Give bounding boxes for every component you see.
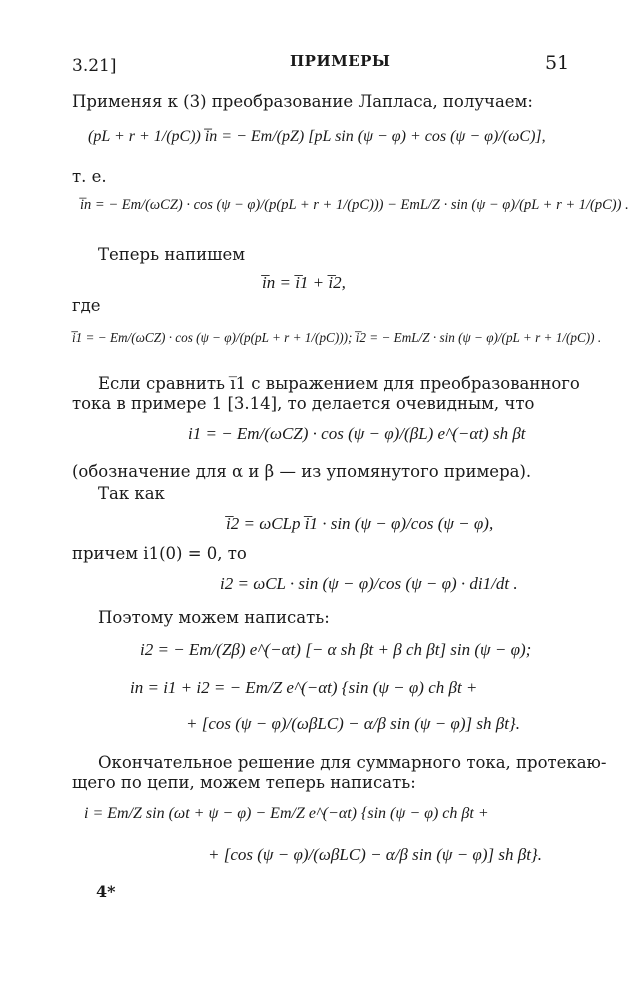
equation-in-line1: in = i1 + i2 = − Em/Z e^(−αt) {sin (ψ − φ) ch βt + bbox=[130, 678, 478, 697]
equation-i1: i1 = − Em/(ωCZ) · cos (ψ − φ)/(βL) e^(−αt) sh βt bbox=[188, 424, 526, 443]
equation-sum: i̅n = i̅1 + i̅2, bbox=[262, 273, 346, 292]
text-line: Так как bbox=[98, 484, 165, 503]
text-line: (обозначение для α и β — из упомянутого примера). bbox=[72, 462, 532, 481]
text-line: тока в примере 1 [3.14], то делается очевидным, что bbox=[72, 394, 535, 413]
equation-i2-final: i2 = − Em/(Zβ) e^(−αt) [− α sh βt + β ch βt] sin (ψ − φ); bbox=[140, 640, 532, 659]
text-line: Поэтому можем написать: bbox=[98, 608, 330, 627]
text-line: щего по цепи, можем теперь написать: bbox=[72, 773, 416, 792]
text-line: Если сравнить i̅1 с выражением для преобразованного bbox=[98, 374, 580, 393]
text-line: причем i1(0) = 0, то bbox=[72, 544, 247, 563]
text-line: Применяя к (3) преобразование Лапласа, получаем: bbox=[72, 92, 533, 111]
text-line: где bbox=[72, 296, 101, 315]
equation-in-line2: + [cos (ψ − φ)/(ωβLC) − α/β sin (ψ − φ)] sh βt}. bbox=[186, 714, 520, 733]
equation-In: i̅n = − Em/(ωCZ) · cos (ψ − φ)/(p(pL + r + 1/(pC))) − EmL/Z · sin (ψ − φ)/(pL + r + 1/(pC)) . bbox=[80, 197, 629, 213]
text-line: Теперь напишем bbox=[98, 245, 246, 264]
text-line: Окончательное решение для суммарного тока, протекаю- bbox=[98, 753, 607, 772]
equation-total-current-line2: + [cos (ψ − φ)/(ωβLC) − α/β sin (ψ − φ)] sh βt}. bbox=[208, 845, 542, 864]
equation-I1-I2: i̅1 = − Em/(ωCZ) · cos (ψ − φ)/(p(pL + r + 1/(pC))); i̅2 = − EmL/Z · sin (ψ − φ)/(pL + r + 1/(pC)) . bbox=[72, 330, 602, 345]
equation-laplace-transform: (pL + r + 1/(pC)) i̅n = − Em/(pZ) [pL sin (ψ − φ) + cos (ψ − φ)/(ωC)], bbox=[88, 128, 546, 145]
running-title: ПРИМЕРЫ bbox=[290, 52, 391, 70]
equation-I2: i̅2 = ωCLp i̅1 · sin (ψ − φ)/cos (ψ − φ), bbox=[226, 514, 494, 533]
equation-i2-derivative: i2 = ωCL · sin (ψ − φ)/cos (ψ − φ) · di1/dt . bbox=[220, 574, 518, 593]
signature-mark: 4* bbox=[96, 882, 116, 901]
equation-total-current-line1: i = Em/Z sin (ωt + ψ − φ) − Em/Z e^(−αt) {sin (ψ − φ) ch βt + bbox=[84, 805, 489, 822]
text-line: т. е. bbox=[72, 167, 107, 186]
section-number: 3.21] bbox=[72, 56, 117, 76]
page-number: 51 bbox=[545, 52, 570, 74]
